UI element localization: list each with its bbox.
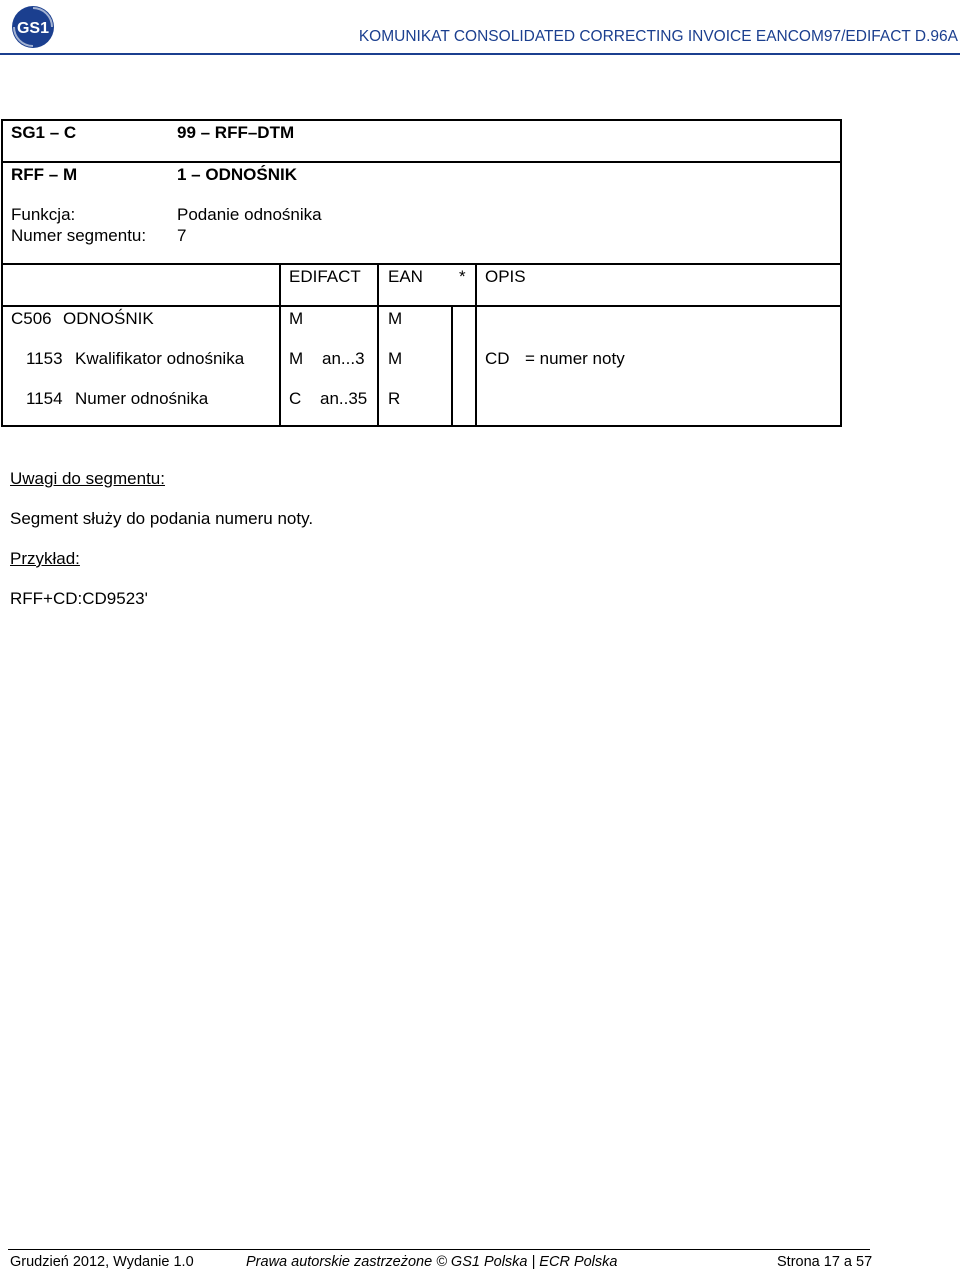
remarks-heading: Uwagi do segmentu: (10, 469, 165, 488)
row-name: ODNOŚNIK (63, 309, 154, 328)
row-edifact-status: M (289, 309, 304, 328)
row-code: C506 (11, 309, 52, 328)
row-divider (3, 263, 840, 265)
svg-text:GS1: GS1 (16, 20, 50, 37)
column-divider (475, 263, 477, 427)
segment-table (1, 119, 842, 427)
row-edifact-status: M (289, 349, 304, 368)
row-code: 1153 (26, 349, 63, 368)
row-divider (3, 305, 840, 307)
row-ean-status: R (388, 389, 401, 408)
row-ean-status: M (388, 349, 403, 368)
document-title: KOMUNIKAT CONSOLIDATED CORRECTING INVOICE EANCOM97/EDIFACT D.96A (358, 28, 958, 45)
segment-number-value: 7 (177, 226, 187, 245)
column-opis: OPIS (485, 267, 526, 286)
row-edifact-status: C (289, 389, 302, 408)
function-value: Podanie odnośnika (177, 205, 322, 224)
footer-edition: Grudzień 2012, Wydanie 1.0 (10, 1254, 194, 1270)
row-opis-text: = numer noty (525, 349, 625, 368)
example-text: RFF+CD:CD9523' (10, 589, 148, 608)
remarks-text: Segment służy do podania numeru noty. (10, 509, 314, 528)
group-label: SG1 – C (11, 123, 77, 142)
row-edifact-format: an...3 (322, 349, 365, 368)
row-name: Kwalifikator odnośnika (75, 349, 245, 368)
row-code: 1154 (26, 389, 63, 408)
footer-divider (8, 1249, 870, 1250)
row-ean-status: M (388, 309, 403, 328)
group-value: 99 – RFF–DTM (177, 123, 295, 142)
column-divider (279, 263, 281, 427)
header-divider (0, 53, 960, 55)
row-divider (3, 161, 840, 163)
row-edifact-format: an..35 (320, 389, 368, 408)
segment-label: RFF – M (11, 165, 78, 184)
row-name: Numer odnośnika (75, 389, 209, 408)
segment-value: 1 – ODNOŚNIK (177, 165, 297, 184)
column-ean: EAN (388, 267, 423, 286)
segment-number-label: Numer segmentu: (11, 226, 147, 245)
column-divider (377, 263, 379, 427)
gs1-logo (10, 4, 56, 50)
footer-page-number: Strona 17 a 57 (777, 1254, 873, 1270)
column-divider (451, 305, 453, 427)
column-star: * (459, 267, 466, 286)
footer-copyright: Prawa autorskie zastrzeżone © GS1 Polska | ECR Polska (246, 1254, 618, 1270)
function-label: Funkcja: (11, 205, 76, 224)
column-edifact: EDIFACT (289, 267, 361, 286)
example-heading: Przykład: (10, 549, 80, 568)
row-opis-code: CD (485, 349, 510, 368)
